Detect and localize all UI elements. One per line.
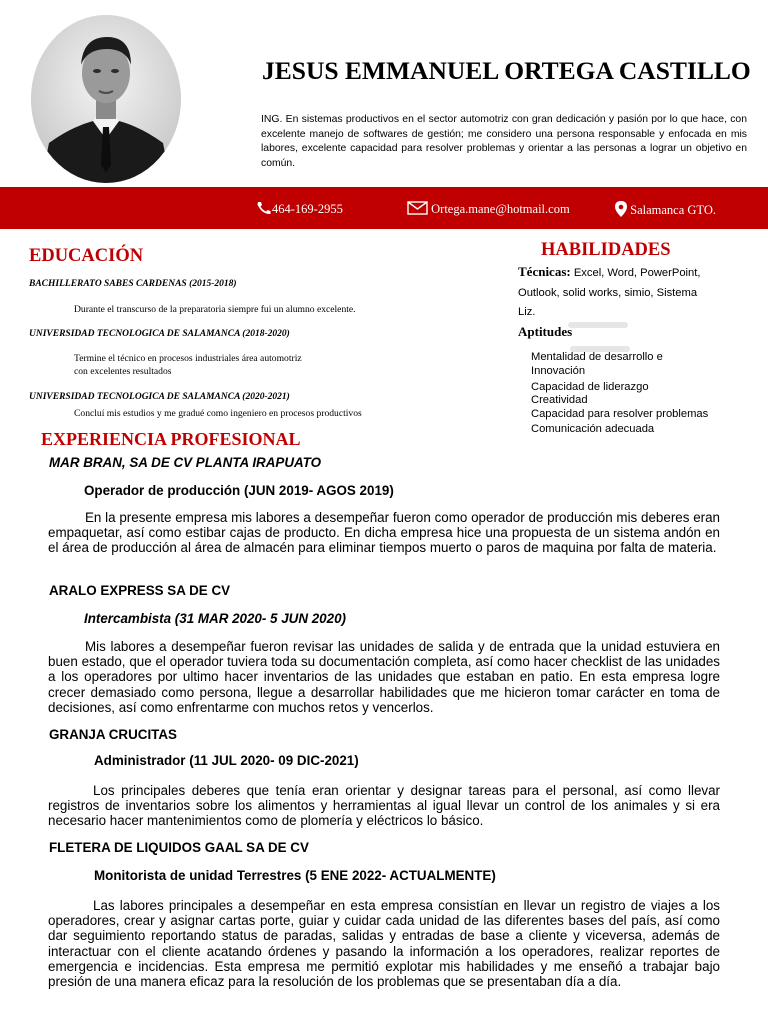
job-role: Administrador (11 JUL 2020- 09 DIC-2021): [94, 753, 359, 768]
email-address: Ortega.mane@hotmail.com: [431, 201, 570, 216]
aptitude-item: Creatividad: [531, 394, 588, 407]
technical-label: Técnicas:: [518, 264, 571, 279]
person-portrait-image: [31, 15, 181, 183]
company-name: MAR BRAN, SA DE CV PLANTA IRAPUATO: [49, 455, 322, 470]
education-description: Durante el transcurso de la preparatoria siempre fui un alumno excelente.: [74, 304, 356, 315]
job-description: Mis labores a desempeñar fueron revisar las unidades de salida y de entrada que la unidad estuviera en buen estado, que el operador tuviera toda su documentación completa, así como hacer checklist de las unidades a los operadores por ultimo hacer inventarios de las unidades que estaban en patio. En esta empresa logre crecer demasiado como persona, llegue a desarrollar habilidades que me hicieron tomar carácter en toma de decisiones, así como enfrentarme con muchos retos y vencerlos.: [48, 639, 720, 715]
aptitude-item: Comunicación adecuada: [531, 423, 655, 436]
school-name: UNIVERSIDAD TECNOLOGICA DE SALAMANCA (2018-2020): [29, 329, 290, 339]
skills-heading: HABILIDADES: [541, 240, 671, 260]
technical-skills-text: Excel, Word, PowerPoint,: [573, 267, 701, 279]
company-name: GRANJA CRUCITAS: [49, 727, 177, 742]
phone-contact[interactable]: [256, 201, 343, 219]
education-description: con excelentes resultados: [74, 366, 172, 377]
location-text: Salamanca GTO.: [630, 202, 716, 217]
email-contact[interactable]: [407, 201, 570, 219]
job-description: Los principales deberes que tenía eran orientar y designar tareas para el personal, así como llevar registros de inventarios sobre los alimentos y herramientas al igual llevar un control de los animales y si era necesario hacer mantenimientos como de plomería y eléctricos lo básico.: [48, 783, 720, 829]
education-heading: EDUCACIÓN: [29, 246, 144, 266]
aptitudes-list: [531, 350, 708, 436]
phone-icon: [256, 201, 272, 219]
company-name: FLETERA DE LIQUIDOS GAAL SA DE CV: [49, 840, 309, 855]
aptitudes-label-wrap: [518, 324, 748, 340]
aptitude-item: Capacidad para resolver problemas: [531, 407, 709, 420]
location-contact: [615, 201, 716, 221]
job-role: Intercambista (31 MAR 2020- 5 JUN 2020): [84, 611, 346, 626]
map-pin-icon: [615, 201, 627, 221]
full-name: JESUS EMMANUEL ORTEGA CASTILLO: [262, 56, 751, 85]
technical-skills-text: Outlook, solid works, simio, Sistema: [518, 287, 698, 299]
profile-summary: ING. En sistemas productivos en el sector automotriz con gran dedicación y pasión por lo que hace, con excelente manejo de softwares de gestión; me considero una persona responsable y enfocada en mis labores, excelente capacidad para resolver problemas y orientar a las personas a lograr un objetivo en común.: [261, 114, 747, 169]
technical-skills-text: Liz.: [518, 306, 536, 318]
aptitude-item: Mentalidad de desarrollo e: [531, 351, 663, 363]
phone-number: 464-169-2955: [272, 201, 343, 216]
experience-heading: EXPERIENCIA PROFESIONAL: [41, 429, 301, 449]
job-role: Operador de producción (JUN 2019- AGOS 2019): [84, 483, 394, 498]
job-role: Monitorista de unidad Terrestres (5 ENE 2022- ACTUALMENTE): [94, 868, 496, 883]
education-description: Concluí mis estudios y me gradué como ingeniero en procesos productivos: [74, 408, 362, 419]
aptitudes-label: Aptitudes: [518, 324, 573, 339]
profile-photo: [31, 15, 181, 183]
aptitude-item: Capacidad de liderazgo: [531, 380, 649, 393]
job-description: En la presente empresa mis labores a desempeñar fueron como operador de producción mis deberes eran empaquetar, así como estibar cajas de producto. En dicha empresa hice una propuesta de un sistema andón en el área de producción al área de almacén para eliminar tiempos muerto o paros de maquina por falta de materia.: [48, 510, 720, 556]
education-description: Termine el técnico en procesos industriales área automotriz: [74, 353, 302, 364]
job-description: Las labores principales a desempeñar en esta empresa consistían en llevar un registro de viajes a los operadores, crear y asignar cartas porte, guiar y cuidar cada unidad de las diferentes bases del país, así como dar seguimiento reportando status de paradas, salidas y entradas de base a cliente y viceversa, además de interactuar con el cliente acatando órdenes y pasando la información a los operadores, realizar reportes de emergencia e incidencias. Esta empresa me permitió explotar mis habilidades y me enseñó a trabajar bajo presión de una manera eficaz para la resolución de los problemas que se presentaban día a día.: [48, 898, 720, 990]
technical-skills: [518, 264, 748, 280]
school-name: BACHILLERATO SABES CARDENAS (2015-2018): [29, 279, 237, 289]
company-name: ARALO EXPRESS SA DE CV: [49, 583, 231, 598]
school-name: UNIVERSIDAD TECNOLOGICA DE SALAMANCA (2020-2021): [29, 392, 290, 402]
aptitude-item: Innovación: [531, 365, 586, 378]
envelope-icon: [407, 201, 428, 219]
